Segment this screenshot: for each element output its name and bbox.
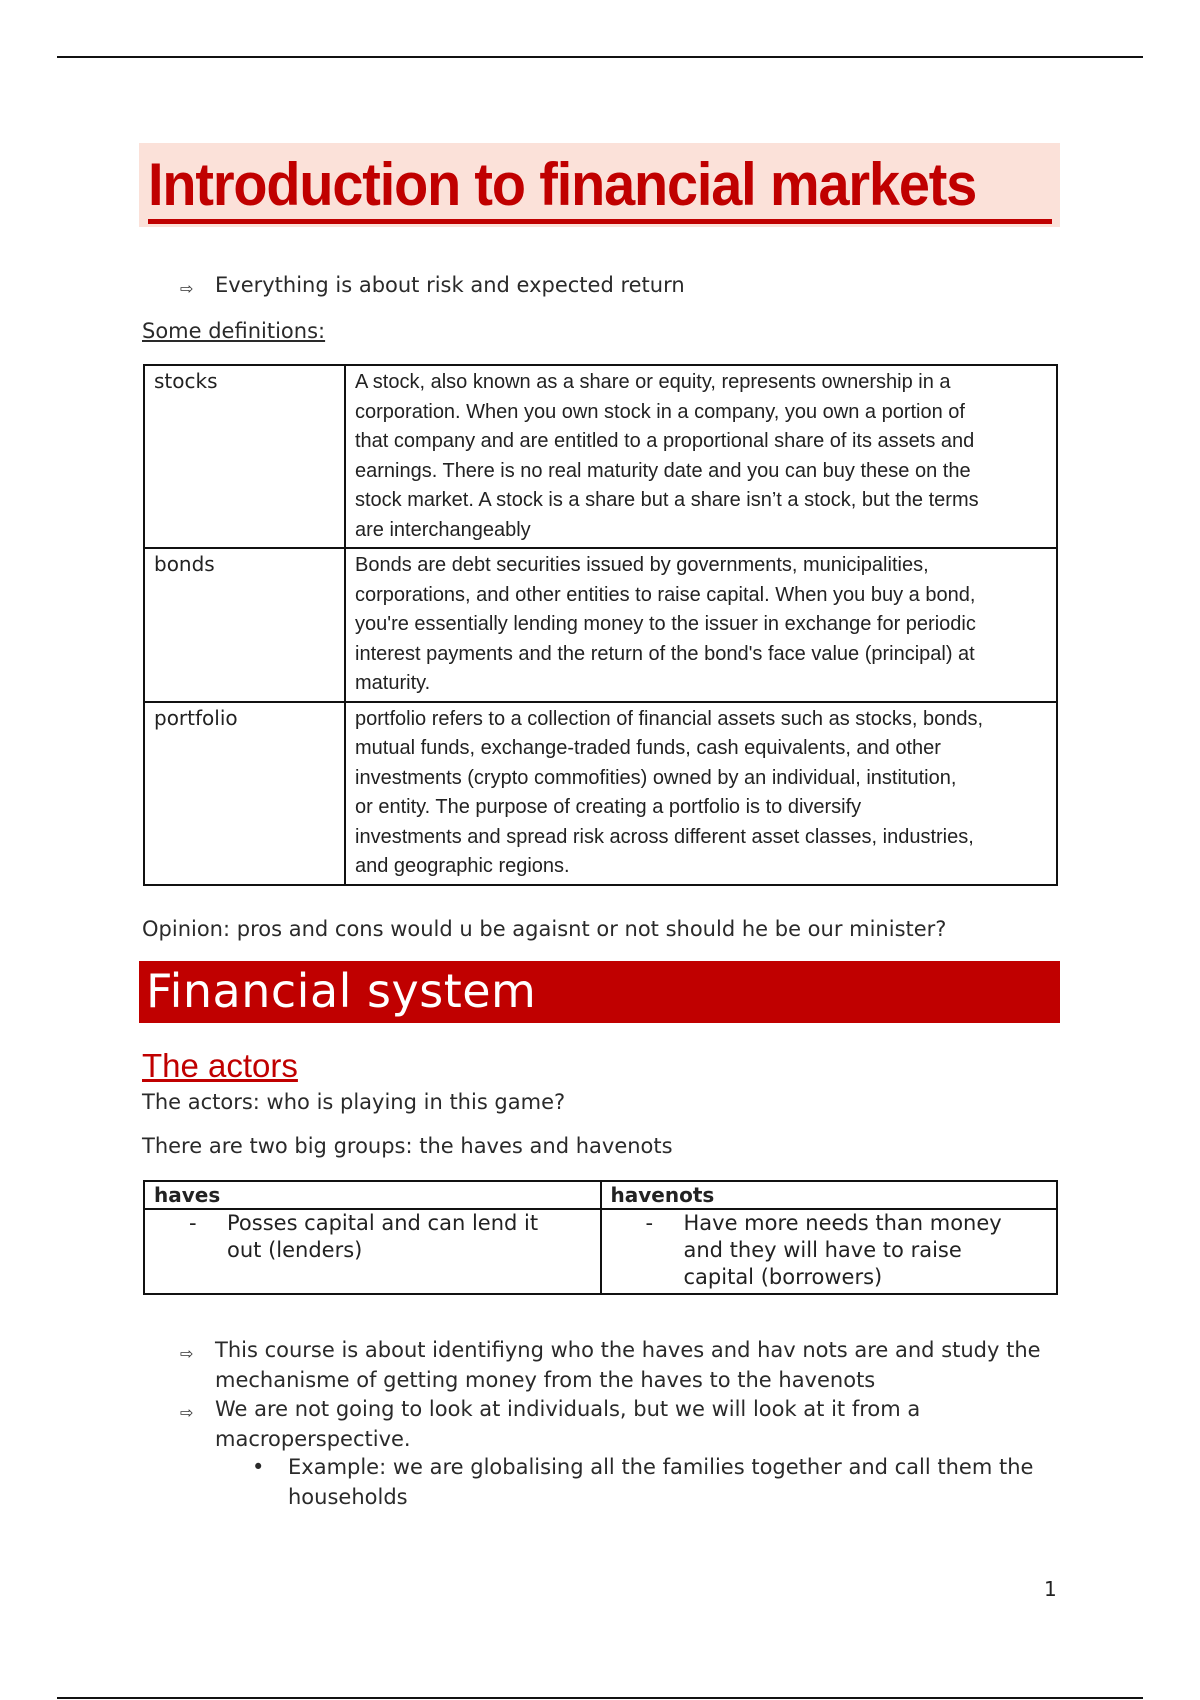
sub-bullet-line: households [288,1485,408,1509]
page-number: 1 [1044,1577,1057,1601]
desc-line: A stock, also known as a share or equity, represents ownership in a [355,371,951,393]
desc-line: corporation. When you own stock in a company, you own a portion of [355,400,965,423]
desc-line: investments (crypto commofities) owned by an individual, institution, [355,766,957,789]
havenots-cell [601,1209,1058,1294]
table-row [144,702,1057,885]
definition-term: bonds [144,548,345,702]
desc-line: corporations, and other entities to raise capital. When you buy a bond, [355,583,976,606]
desc-line: mutual funds, exchange-traded funds, cash equivalents, and other [355,737,941,759]
intro-bullet: Everything is about risk and expected return [215,273,685,297]
bullet-line: We are not going to look at individuals, but we will look at it from a [215,1397,921,1421]
definitions-heading: Some definitions: [142,319,326,343]
desc-line: interest payments and the return of the bond's face value (principal) at [355,642,975,665]
arrow-bullet-icon: ⇨ [180,1344,194,1363]
desc-line: you're essentially lending money to the issuer in exchange for periodic [355,613,976,635]
table-row [144,365,1057,548]
haves-cell [144,1209,601,1294]
desc-line: stock market. A stock is a share but a share isn’t a stock, but the terms [355,489,979,511]
item-line: and they will have to raise [683,1238,962,1262]
desc-line: Bonds are debt securities issued by governments, municipalities, [355,554,929,576]
definition-description [345,702,1057,885]
bullet-line: This course is about identifiyng who the haves and hav nots are and study the [215,1338,1041,1362]
desc-line: and geographic regions. [355,855,570,877]
definitions-table [143,364,1058,886]
bullet-line: macroperspective. [215,1427,411,1451]
item-line: Posses capital and can lend it [227,1211,539,1235]
item-line: Have more needs than money [683,1211,1002,1235]
desc-line: portfolio refers to a collection of financial assets such as stocks, bonds, [355,707,984,730]
bullet-line: mechanisme of getting money from the haves to the havenots [215,1368,876,1392]
column-header: havenots [601,1181,1058,1209]
list-item [611,1210,1048,1291]
desc-line: maturity. [355,672,431,694]
opinion-text: Opinion: pros and cons would u be agaisnt or not should he be our minister? [142,917,947,941]
table-row [144,1209,1057,1294]
footer-rule [57,1697,1143,1699]
table-row [144,1181,1057,1209]
desc-line: investments and spread risk across different asset classes, industries, [355,825,974,848]
dash-bullet-icon: - [645,1211,654,1235]
subsection-title: The actors [142,1047,298,1084]
groups-intro: There are two big groups: the haves and havenots [142,1134,673,1158]
header-rule [57,56,1143,58]
definition-term: stocks [144,365,345,548]
definition-term: portfolio [144,702,345,885]
list-item [154,1210,591,1264]
desc-line: that company and are entitled to a proportional share of its assets and [355,430,975,452]
title-underline [148,219,1052,224]
desc-line: are interchangeably [355,518,531,541]
groups-table [143,1180,1058,1295]
page-title: Introduction to financial markets [148,151,977,218]
arrow-bullet-icon: ⇨ [180,279,194,298]
dot-bullet-icon: • [252,1455,265,1479]
item-line: out (lenders) [227,1238,363,1262]
section-title: Financial system [146,964,537,1018]
desc-line: or entity. The purpose of creating a portfolio is to diversify [355,796,862,818]
definition-description [345,365,1057,548]
dash-bullet-icon: - [189,1211,197,1235]
actors-question: The actors: who is playing in this game? [142,1090,566,1114]
definition-description [345,548,1057,702]
item-line: capital (borrowers) [683,1265,883,1289]
table-row [144,548,1057,702]
arrow-bullet-icon: ⇨ [180,1403,194,1422]
desc-line: earnings. There is no real maturity date and you can buy these on the [355,459,971,482]
column-header: haves [144,1181,601,1209]
sub-bullet-line: Example: we are globalising all the families together and call them the [288,1455,1034,1479]
